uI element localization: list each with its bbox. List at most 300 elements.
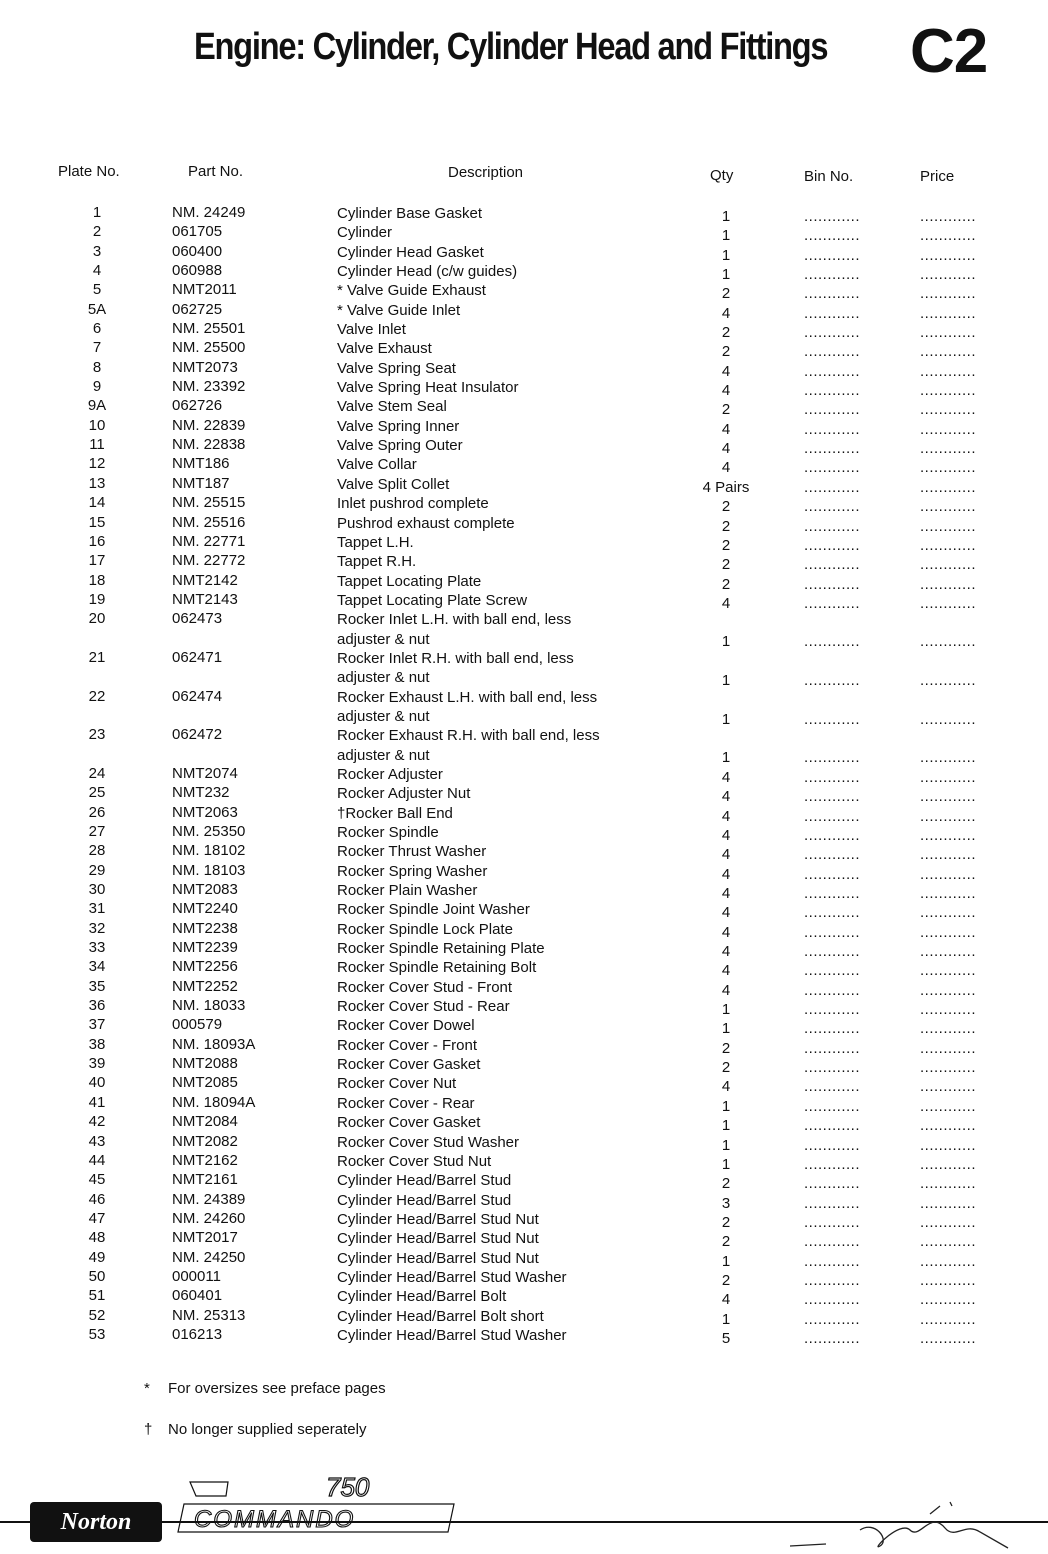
- description: [337, 1171, 511, 1190]
- plate-number: 13: [88, 474, 106, 492]
- part-number: 062474: [172, 687, 223, 705]
- column-header-description: Description: [448, 164, 524, 181]
- part-number: 062473: [172, 610, 223, 628]
- description: [337, 997, 510, 1016]
- description-line: Rocker Spindle Retaining Bolt: [337, 959, 537, 977]
- part-number: NMT2084: [172, 1113, 238, 1131]
- bin-number-blank: ............: [804, 246, 861, 264]
- part-number: NMT2074: [172, 764, 238, 782]
- bin-number-blank: ............: [804, 885, 861, 903]
- quantity: 1: [721, 208, 731, 225]
- quantity: 2: [721, 536, 731, 554]
- plate-number: 46: [88, 1190, 106, 1208]
- price-blank: ............: [920, 575, 977, 593]
- plate-number: 39: [88, 1055, 106, 1073]
- commando-750-wordmark: [176, 1474, 466, 1534]
- part-number: NMT2017: [172, 1229, 238, 1247]
- plate-number: 19: [88, 590, 106, 608]
- model-name-text: COMMANDO: [194, 1506, 356, 1533]
- description-line: Valve Exhaust: [337, 340, 432, 358]
- description: [337, 262, 517, 281]
- bin-number-blank: ............: [804, 633, 861, 651]
- table-row: [0, 223, 1048, 245]
- plate-number: 1: [92, 204, 102, 221]
- bin-number-blank: ............: [804, 865, 861, 883]
- description: [337, 1055, 480, 1074]
- quantity: 4: [721, 943, 731, 961]
- description-line: Rocker Cover Stud - Front: [337, 978, 513, 996]
- table-row: [0, 1210, 1048, 1229]
- description-line: Valve Collar: [337, 456, 417, 474]
- quantity: 2: [721, 1233, 731, 1251]
- description-line: Rocker Exhaust R.H. with ball end, less: [337, 727, 600, 745]
- footnote-oversizes: [144, 1380, 386, 1397]
- bin-number-blank: ............: [804, 1194, 861, 1212]
- table-row: [0, 572, 1048, 591]
- table-row: [0, 1152, 1048, 1171]
- plate-number: 51: [88, 1287, 106, 1305]
- description: [337, 378, 519, 397]
- description-line: Tappet Locating Plate Screw: [337, 591, 528, 609]
- description: [337, 765, 443, 784]
- description-line: Tappet L.H.: [337, 533, 414, 551]
- description-line: Rocker Cover Stud Washer: [337, 1133, 520, 1151]
- plate-number: 32: [88, 919, 106, 937]
- description-line: Rocker Exhaust L.H. with ball end, less: [337, 688, 598, 706]
- price-blank: ............: [920, 1310, 977, 1328]
- bin-number-blank: ............: [804, 208, 861, 225]
- price-blank: ............: [920, 1136, 977, 1154]
- plate-number: 7: [92, 339, 102, 357]
- price-blank: ............: [920, 343, 977, 361]
- model-number-text: 750: [326, 1474, 370, 1502]
- description: [337, 455, 417, 474]
- price-blank: ............: [920, 768, 977, 786]
- bin-number-blank: ............: [804, 536, 861, 554]
- bin-number-blank: ............: [804, 594, 861, 612]
- plate-number: 42: [88, 1113, 106, 1131]
- description: [337, 243, 484, 262]
- description: [337, 804, 453, 823]
- bin-number-blank: ............: [804, 304, 861, 322]
- description: [337, 978, 512, 997]
- description-line: Rocker Cover - Rear: [337, 1094, 475, 1112]
- part-number: NM. 18102: [172, 842, 246, 860]
- description: [337, 939, 545, 958]
- description: [337, 920, 513, 939]
- description: [337, 610, 571, 649]
- description: [337, 1016, 475, 1035]
- description: [337, 1229, 539, 1248]
- price-blank: ............: [920, 865, 977, 883]
- description: [337, 397, 447, 416]
- description: [337, 862, 487, 881]
- quantity: 1: [721, 749, 731, 767]
- table-row: [0, 281, 1048, 303]
- part-number: NM. 25515: [172, 494, 246, 512]
- quantity: 1: [721, 1155, 731, 1173]
- quantity: 1: [721, 1252, 731, 1270]
- price-blank: ............: [920, 1252, 977, 1270]
- table-row: [0, 939, 1048, 961]
- description-line: Cylinder Head/Barrel Stud Nut: [337, 1210, 539, 1228]
- price-blank: ............: [920, 962, 977, 980]
- bin-number-blank: ............: [804, 440, 861, 458]
- description: [337, 436, 463, 455]
- plate-number: 25: [88, 784, 106, 802]
- description-line: Cylinder Head/Barrel Stud: [337, 1191, 512, 1209]
- description: [337, 494, 489, 513]
- part-number: NMT2162: [172, 1151, 238, 1169]
- description-line: Rocker Inlet L.H. with ball end, less: [337, 611, 572, 629]
- plate-number: 21: [88, 648, 106, 666]
- quantity: 1: [721, 1097, 731, 1115]
- price-blank: ............: [920, 536, 977, 554]
- table-row: [0, 1016, 1048, 1038]
- price-blank: ............: [920, 1291, 977, 1309]
- price-blank: ............: [920, 1271, 977, 1289]
- price-blank: ............: [920, 285, 977, 303]
- description-line: Valve Stem Seal: [337, 398, 447, 416]
- part-number: NM. 18093A: [172, 1035, 256, 1053]
- quantity: 1: [721, 1001, 731, 1019]
- description-line: Rocker Spindle: [337, 824, 439, 841]
- description: [337, 1210, 539, 1229]
- plate-number: 52: [88, 1306, 106, 1324]
- description-line: Cylinder Head/Barrel Bolt short: [337, 1307, 544, 1325]
- quantity: 4 Pairs: [702, 478, 750, 496]
- part-number: NMT2143: [172, 590, 238, 608]
- part-number: NMT2083: [172, 881, 238, 899]
- quantity: 1: [721, 710, 731, 728]
- price-blank: ............: [920, 362, 977, 380]
- table-row: [0, 591, 1048, 610]
- part-number: NMT2161: [172, 1171, 238, 1189]
- description-line: Rocker Inlet R.H. with ball end, less: [337, 649, 574, 667]
- price-blank: ............: [920, 517, 977, 535]
- description-line-continued: adjuster & nut: [337, 630, 430, 648]
- plate-number: 17: [88, 552, 106, 570]
- plate-number: 23: [88, 726, 106, 744]
- bin-number-blank: ............: [804, 1329, 861, 1347]
- part-number: 000579: [172, 1016, 223, 1034]
- table-row: [0, 1133, 1048, 1152]
- plate-number: 31: [88, 900, 106, 918]
- bin-number-blank: ............: [804, 943, 861, 961]
- description: [337, 958, 536, 977]
- table-row: [0, 862, 1048, 881]
- quantity: 2: [721, 401, 731, 419]
- bin-number-blank: ............: [804, 362, 861, 380]
- description-line: Cylinder Head/Barrel Stud Nut: [337, 1230, 539, 1248]
- price-blank: ............: [920, 1155, 977, 1173]
- price-blank: ............: [920, 266, 977, 284]
- quantity: 2: [721, 343, 731, 361]
- plate-number: 5: [92, 281, 102, 299]
- quantity: 1: [721, 633, 731, 651]
- quantity: 4: [721, 440, 731, 458]
- table-row: [0, 1074, 1048, 1096]
- price-blank: ............: [920, 1078, 977, 1096]
- table-row: [0, 1055, 1048, 1077]
- table-row: [0, 726, 1048, 765]
- plate-number: 53: [88, 1325, 106, 1343]
- description-line: Valve Inlet: [337, 321, 406, 339]
- quantity: 4: [721, 827, 731, 844]
- parts-list: [0, 204, 1048, 1345]
- description: [337, 1036, 477, 1055]
- part-number: NM. 24389: [172, 1190, 246, 1208]
- description-line: Rocker Spindle Retaining Plate: [337, 940, 545, 958]
- part-number: NMT2082: [172, 1132, 238, 1150]
- table-row: [0, 804, 1048, 823]
- description: [337, 1094, 475, 1113]
- quantity: 2: [721, 324, 731, 342]
- price-blank: ............: [920, 1117, 977, 1135]
- table-row: [0, 320, 1048, 342]
- table-row: [0, 1036, 1048, 1055]
- table-row: [0, 765, 1048, 784]
- bin-number-blank: ............: [804, 420, 861, 438]
- description: [337, 1152, 491, 1171]
- table-row: [0, 784, 1048, 806]
- table-row: [0, 339, 1048, 361]
- bin-number-blank: ............: [804, 962, 861, 980]
- description-line: Cylinder Base Gasket: [337, 205, 483, 222]
- table-row: [0, 997, 1048, 1019]
- norton-logo-text: Norton: [60, 1508, 132, 1535]
- quantity: 4: [721, 962, 731, 980]
- price-blank: ............: [920, 304, 977, 322]
- plate-number: 15: [88, 513, 106, 531]
- plate-number: 9A: [87, 397, 107, 415]
- asterisk-symbol: *: [144, 1380, 150, 1397]
- price-blank: ............: [920, 923, 977, 941]
- part-number: NM. 18033: [172, 997, 246, 1015]
- description: [337, 223, 392, 242]
- bin-number-blank: ............: [804, 923, 861, 941]
- price-blank: ............: [920, 478, 977, 496]
- plate-number: 24: [88, 764, 106, 782]
- bin-number-blank: ............: [804, 1039, 861, 1057]
- plate-number: 34: [88, 958, 106, 976]
- description-line: Rocker Cover Gasket: [337, 1114, 481, 1132]
- bin-number-blank: ............: [804, 478, 861, 496]
- price-blank: ............: [920, 594, 977, 612]
- description-line: * Valve Guide Exhaust: [337, 282, 486, 300]
- plate-number: 18: [88, 571, 106, 589]
- table-row: [0, 958, 1048, 980]
- bin-number-blank: ............: [804, 324, 861, 342]
- quantity: 4: [721, 904, 731, 922]
- quantity: 4: [721, 1291, 731, 1309]
- description-line: Rocker Adjuster: [337, 765, 443, 783]
- bin-number-blank: ............: [804, 401, 861, 419]
- plate-number: 10: [88, 416, 106, 434]
- description-line: Rocker Cover Stud - Rear: [337, 998, 510, 1016]
- price-blank: ............: [920, 1020, 977, 1038]
- quantity: 4: [721, 981, 731, 999]
- description-line: Valve Spring Inner: [337, 417, 460, 435]
- footnote-no-longer-supplied-text: No longer supplied seperately: [168, 1421, 367, 1438]
- description: [337, 784, 470, 803]
- part-number: NMT2239: [172, 939, 238, 957]
- description: [337, 649, 574, 688]
- description-line: Valve Spring Outer: [337, 437, 463, 455]
- quantity: 4: [721, 885, 731, 903]
- price-blank: ............: [920, 440, 977, 458]
- part-number: NM. 24249: [172, 204, 246, 221]
- part-number: NMT2256: [172, 958, 238, 976]
- plate-number: 29: [88, 861, 106, 879]
- table-row: [0, 436, 1048, 458]
- description: [337, 281, 486, 300]
- part-number: 062472: [172, 726, 223, 744]
- description: [337, 475, 449, 494]
- price-blank: ............: [920, 1233, 977, 1251]
- description: [337, 514, 515, 533]
- description-line: Cylinder Head Gasket: [337, 243, 484, 261]
- column-header-qty: Qty: [710, 167, 734, 184]
- description-line: Cylinder Head/Barrel Stud Nut: [337, 1249, 539, 1267]
- price-blank: ............: [920, 1329, 977, 1347]
- plate-number: 6: [92, 320, 102, 338]
- table-row: [0, 494, 1048, 516]
- plate-number: 41: [88, 1093, 106, 1111]
- description: [337, 359, 456, 378]
- plate-number: 28: [88, 842, 106, 860]
- part-number: NM. 24260: [172, 1209, 246, 1227]
- description-line: Rocker Cover Dowel: [337, 1017, 475, 1035]
- table-row: [0, 823, 1048, 842]
- part-number: NMT2252: [172, 977, 238, 995]
- quantity: 2: [721, 1059, 731, 1077]
- description-line: Valve Spring Seat: [337, 359, 456, 377]
- quantity: 2: [721, 556, 731, 574]
- bin-number-blank: ............: [804, 1001, 861, 1019]
- plate-number: 16: [88, 532, 106, 550]
- plate-number: 3: [92, 242, 102, 260]
- quantity: 4: [721, 304, 731, 322]
- bin-number-blank: ............: [804, 343, 861, 361]
- plate-number: 5A: [87, 300, 107, 318]
- quantity: 2: [721, 1271, 731, 1289]
- bin-number-blank: ............: [804, 517, 861, 535]
- description: [337, 204, 482, 223]
- plate-number: 2: [92, 223, 102, 241]
- part-number: 062725: [172, 300, 223, 318]
- quantity: 4: [721, 459, 731, 477]
- part-number: 062471: [172, 648, 223, 666]
- dagger-symbol: †: [144, 1421, 153, 1438]
- page-title: Engine: Cylinder, Cylinder Head and Fittings: [194, 26, 828, 68]
- table-row: [0, 1191, 1048, 1210]
- price-blank: ............: [920, 556, 977, 574]
- table-row: [0, 920, 1048, 939]
- price-blank: ............: [920, 981, 977, 999]
- plate-number: 48: [88, 1229, 106, 1247]
- bin-number-blank: ............: [804, 827, 861, 844]
- price-blank: ............: [920, 1175, 977, 1193]
- price-blank: ............: [920, 1213, 977, 1231]
- description: [337, 1191, 511, 1210]
- part-number: NMT2073: [172, 358, 238, 376]
- price-blank: ............: [920, 1039, 977, 1057]
- price-blank: ............: [920, 208, 977, 225]
- description-line: Cylinder: [337, 224, 393, 242]
- plate-number: 30: [88, 881, 106, 899]
- description-line: Rocker Plain Washer: [337, 882, 478, 900]
- part-number: 060400: [172, 242, 223, 260]
- plate-number: 4: [92, 262, 102, 280]
- plate-number: 36: [88, 997, 106, 1015]
- plate-number: 9: [92, 378, 102, 396]
- bin-number-blank: ............: [804, 556, 861, 574]
- part-number: NM. 25350: [172, 823, 246, 840]
- price-blank: ............: [920, 1059, 977, 1077]
- part-number: NMT2085: [172, 1074, 238, 1092]
- quantity: 4: [721, 923, 731, 941]
- plate-number: 26: [88, 803, 106, 821]
- table-row: [0, 1113, 1048, 1135]
- plate-number: 12: [88, 455, 106, 473]
- part-number: NMT2142: [172, 571, 238, 589]
- table-row: [0, 1268, 1048, 1287]
- description: [337, 688, 597, 727]
- bin-number-blank: ............: [804, 1078, 861, 1096]
- description-line: Cylinder Head/Barrel Stud: [337, 1172, 512, 1190]
- description: [337, 591, 527, 610]
- description-line: Tappet Locating Plate: [337, 572, 482, 590]
- plate-number: 47: [88, 1209, 106, 1227]
- part-number: NM. 24250: [172, 1248, 246, 1266]
- table-row: [0, 1229, 1048, 1251]
- quantity: 1: [721, 1310, 731, 1328]
- plate-number: 14: [88, 494, 106, 512]
- part-number: NM. 18094A: [172, 1093, 256, 1111]
- table-row: [0, 417, 1048, 436]
- part-number: NMT2063: [172, 803, 238, 821]
- column-header-bin: Bin No.: [804, 168, 854, 185]
- bin-number-blank: ............: [804, 1097, 861, 1115]
- part-number: NM. 25500: [172, 339, 246, 357]
- bin-number-blank: ............: [804, 1020, 861, 1038]
- description: [337, 301, 460, 320]
- table-row: [0, 649, 1048, 688]
- part-number: NM. 25516: [172, 513, 246, 531]
- quantity: 1: [721, 1020, 731, 1038]
- description-line-continued: adjuster & nut: [337, 746, 430, 764]
- description-line-continued: adjuster & nut: [337, 707, 430, 725]
- part-number: NM. 18103: [172, 861, 246, 879]
- bin-number-blank: ............: [804, 1310, 861, 1328]
- plate-number: 44: [88, 1151, 106, 1169]
- bin-number-blank: ............: [804, 1136, 861, 1154]
- quantity: 4: [721, 1078, 731, 1096]
- quantity: 2: [721, 1213, 731, 1231]
- part-number: NMT2240: [172, 900, 238, 918]
- description-line: Pushrod exhaust complete: [337, 514, 515, 532]
- description: [337, 1249, 539, 1268]
- description-line: Cylinder Head/Barrel Stud Washer: [337, 1326, 567, 1344]
- plate-number: 27: [88, 823, 106, 840]
- price-blank: ............: [920, 671, 977, 689]
- description-line: Valve Spring Heat Insulator: [337, 379, 519, 397]
- column-header-price: Price: [920, 168, 955, 185]
- bin-number-blank: ............: [804, 749, 861, 767]
- description-line: Cylinder Head/Barrel Bolt: [337, 1288, 507, 1306]
- description: [337, 339, 432, 358]
